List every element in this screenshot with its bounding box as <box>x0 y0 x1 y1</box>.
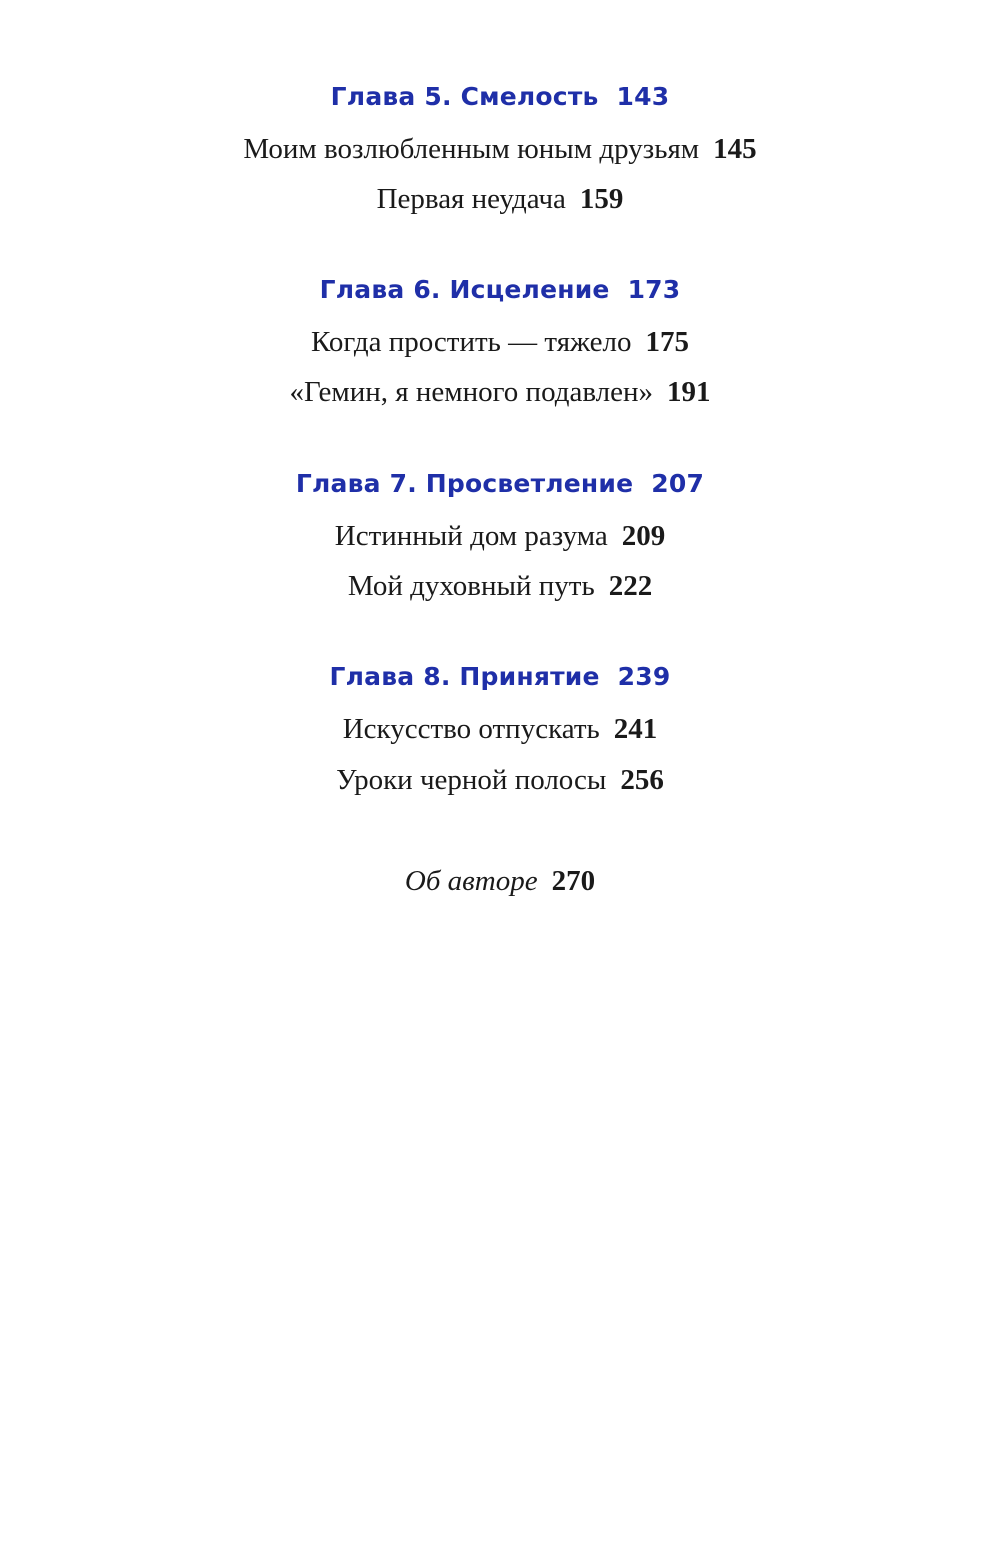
entry-title: «Гемин, я немного подавлен» <box>289 376 654 408</box>
chapter-page-number: 173 <box>627 275 681 304</box>
chapter-title: Глава 8. Принятие <box>329 662 600 691</box>
about-title: Об авторе <box>404 865 538 897</box>
toc-entry <box>0 183 1000 216</box>
toc-entry <box>0 764 1000 797</box>
entry-page-number: 256 <box>620 764 664 796</box>
entry-page-number: 241 <box>613 713 658 745</box>
toc-entry <box>0 570 1000 603</box>
toc-chapter-5 <box>0 82 1000 111</box>
chapter-page-number: 207 <box>651 469 705 498</box>
chapter-page-number: 239 <box>617 662 671 691</box>
entry-page-number: 175 <box>645 326 690 358</box>
chapter-page-number: 143 <box>616 82 670 111</box>
entry-page-number: 159 <box>579 183 624 215</box>
entry-title: Истинный дом разума <box>334 520 608 552</box>
toc-chapter-7 <box>0 469 1000 498</box>
entry-page-number: 209 <box>621 520 666 552</box>
toc-entry <box>0 133 1000 166</box>
toc-chapter-8 <box>0 662 1000 691</box>
toc-chapter-6 <box>0 275 1000 304</box>
entry-title: Мой духовный путь <box>347 570 595 602</box>
chapter-title: Глава 6. Исцеление <box>319 275 610 304</box>
toc-entry <box>0 326 1000 359</box>
chapter-title: Глава 5. Смелость <box>330 82 599 111</box>
toc-entry <box>0 713 1000 746</box>
toc-about-author <box>0 865 1000 898</box>
entry-title: Уроки черной полосы <box>336 764 607 796</box>
entry-page-number: 191 <box>667 376 711 408</box>
entry-title: Первая неудача <box>376 183 566 215</box>
entry-page-number: 222 <box>608 570 653 602</box>
toc-entry <box>0 520 1000 553</box>
entry-title: Моим возлюбленным юным друзьям <box>243 133 700 165</box>
about-page-number: 270 <box>551 865 596 897</box>
toc-entry <box>0 376 1000 409</box>
entry-page-number: 145 <box>713 133 757 165</box>
entry-title: Искусство отпускать <box>342 713 600 745</box>
entry-title: Когда простить — тяжело <box>310 326 632 358</box>
chapter-title: Глава 7. Просветление <box>295 469 634 498</box>
